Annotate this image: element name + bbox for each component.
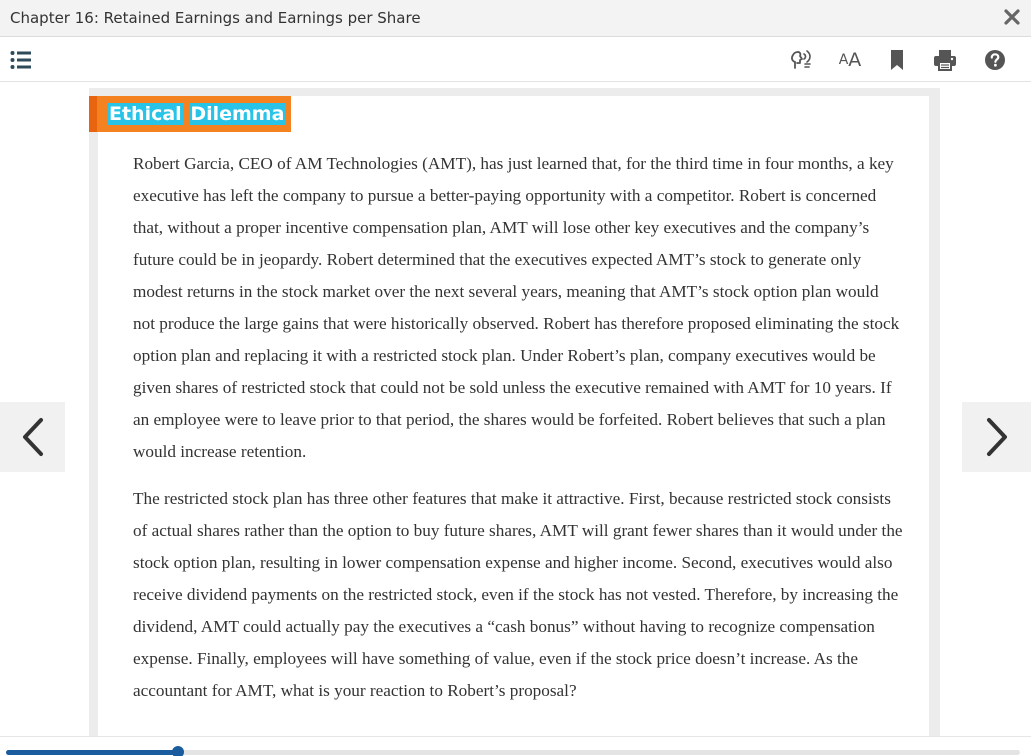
print-button[interactable] [932,48,958,72]
heading-label [108,102,285,126]
heading-word-2: Dilemma [190,103,285,125]
chevron-right-icon [983,417,1011,457]
reading-progress [0,736,1031,756]
font-size-small-label: A [838,52,849,68]
reader-toolbar [0,37,1031,82]
speech-icon [789,48,813,72]
help-button[interactable] [982,48,1008,72]
paragraph-2: The restricted stock plan has three other features that make it attractive. First, because restricted stock consists of actual shares rather than the option to buy future shares, AMT will grant fewer shares than it would under the stock option plan, resulting in lower compensation expense and higher income. Second, executives would also receive dividend payments on the restricted stock, even if the stock has not vested. Therefore, by increasing the dividend, AMT could actually pay the executives a “cash bonus” without having to recognize compensation expense. Finally, employees will have something of value, even if the stock price doesn’t increase. As the accountant for AMT, what is your reaction to Robert’s proposal? [133,489,903,700]
close-button[interactable] [1001,6,1023,28]
heading-stripe [89,96,97,132]
read-aloud-button[interactable] [788,48,814,72]
ethical-dilemma-heading [89,96,291,132]
help-icon [984,49,1006,71]
font-size-button[interactable] [835,48,865,72]
print-icon [933,49,957,71]
bookmark-icon [889,49,905,71]
next-page-button[interactable] [962,402,1031,472]
table-of-contents-button[interactable] [8,48,34,72]
list-icon [10,50,32,70]
bookmark-button[interactable] [884,48,910,72]
title-bar [0,0,1031,37]
heading-word-1: Ethical [109,103,182,125]
progress-handle[interactable] [172,746,184,756]
close-icon [1001,6,1023,28]
progress-fill [6,750,178,755]
chevron-left-icon [19,417,47,457]
font-size-large-label: A [848,49,862,71]
window-title: Chapter 16: Retained Earnings and Earnings per Share [10,9,421,27]
previous-page-button[interactable] [0,402,65,472]
paragraph-1: Robert Garcia, CEO of AM Technologies (AMT), has just learned that, for the third time in four months, a key executive has left the company to pursue a better-paying opportunity with a competitor. Robert is concerned that, without a proper incentive compensation plan, AMT will lose other key executives and the company’s future could be in jeopardy. Robert determined that the executives expected AMT’s stock to generate only modest returns in the stock market over the next several years, meaning that AMT’s stock option plan would not produce the large gains that were historically observed. Robert has therefore proposed eliminating the stock option plan and replacing it with a restricted stock plan. Under Robert’s plan, company executives would be given shares of restricted stock that could not be sold unless the executive remained with AMT for 10 years. If an employee were to leave prior to that period, the shares would be forfeited. Robert believes that such a plan would increase retention. [133,154,900,461]
